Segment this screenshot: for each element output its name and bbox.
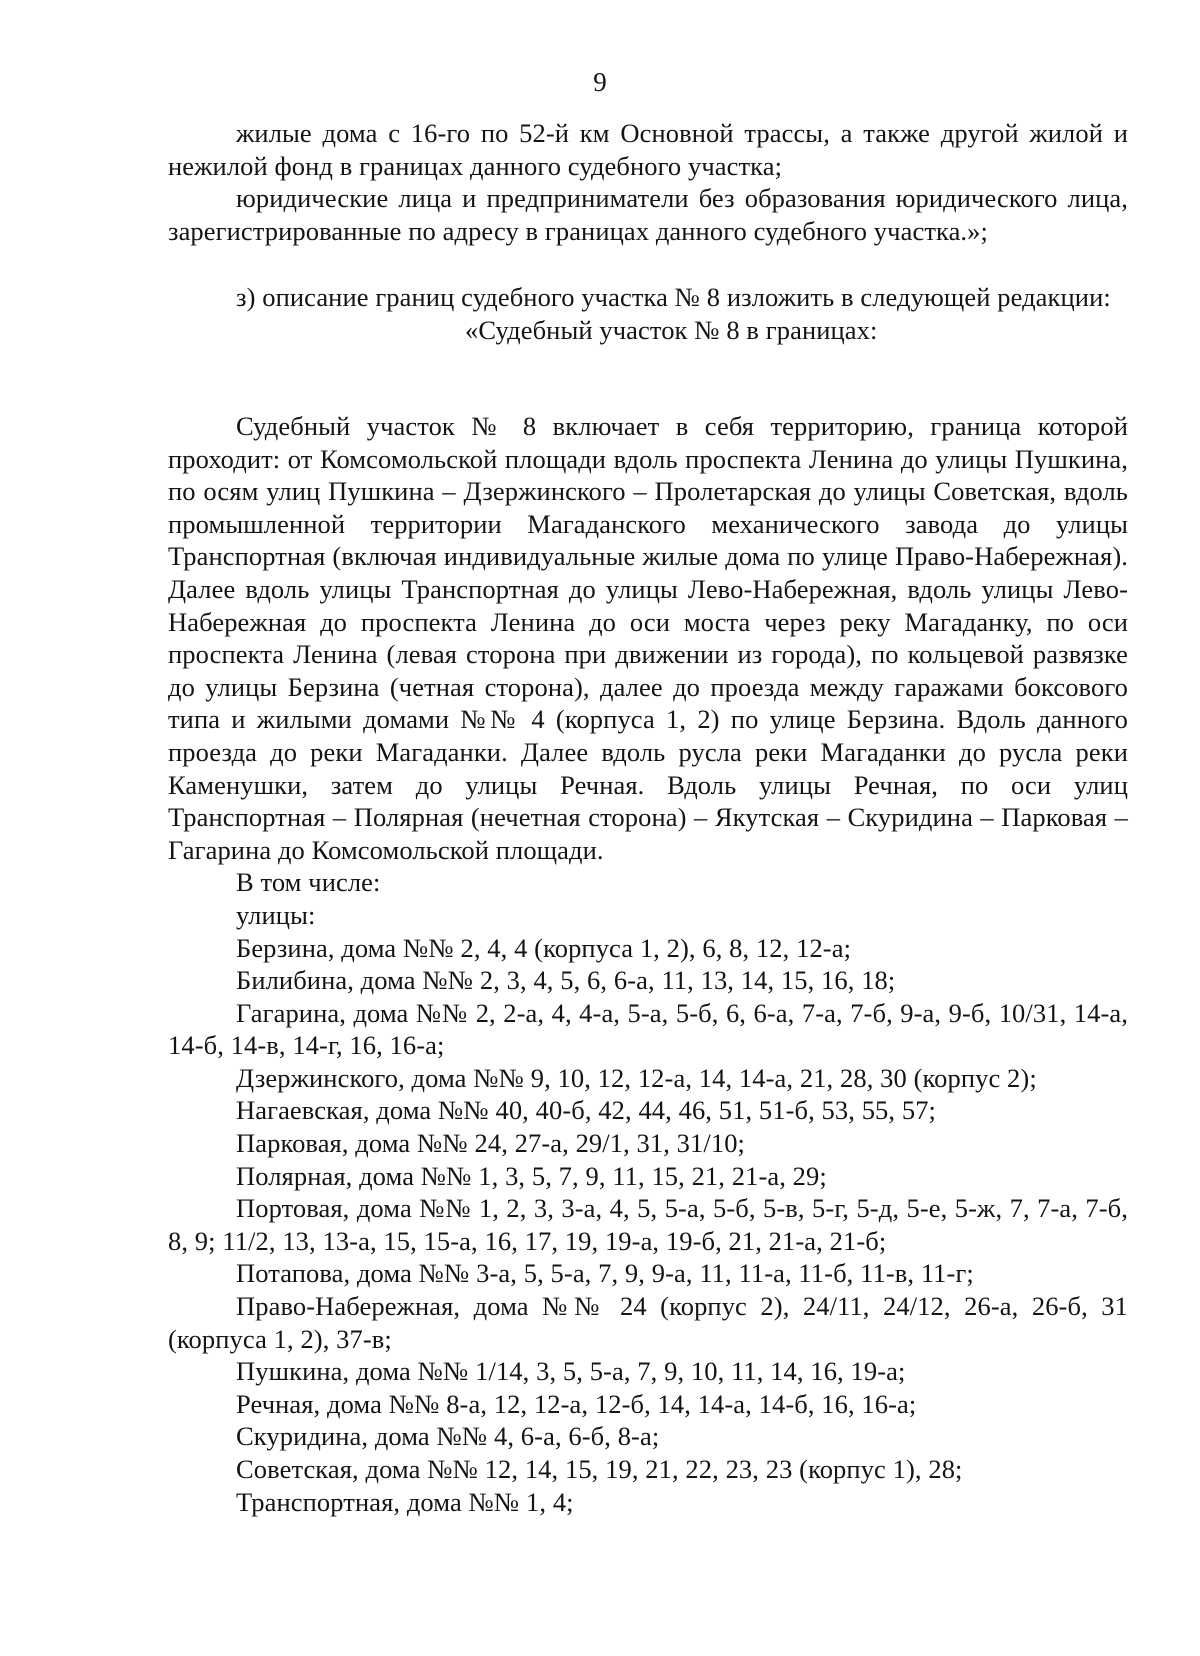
street-item-portovaya: Портовая, дома №№ 1, 2, 3, 3-а, 4, 5, 5-а, 5-б, 5-в, 5-г, 5-д, 5-е, 5-ж, 7, 7-а, 7-б, 8, 9; 11/2, 13, 13-а, 15, 15-а, 16, 17, 19, 19-а, 19-б, 21, 21-а, 21-б; [168, 1193, 1128, 1256]
street-item-transportnaya: Транспортная, дома №№ 1, 4; [236, 1486, 574, 1517]
street-item-berzina: Берзина, дома №№ 2, 4, 4 (корпуса 1, 2), 6, 8, 12, 12-а; [236, 932, 852, 963]
street-item-pravo-naberezhnaya: Право-Набережная, дома №№ 24 (корпус 2), 24/11, 24/12, 26-а, 26-б, 31 (корпуса 1, 2), 37-в; [168, 1291, 1128, 1354]
streets-label: улицы: [236, 899, 316, 930]
amendment-instruction: з) описание границ судебного участка № 8 изложить в следующей редакции: [236, 282, 1111, 312]
street-item-potapova: Потапова, дома №№ 3-а, 5, 5-а, 7, 9, 9-а, 11, 11-а, 11-б, 11-в, 11-г; [236, 1258, 974, 1289]
paragraph-legal-entities: юридические лица и предприниматели без образования юридического лица, зарегистрированные по адресу в границах данного судебного участка.»; [168, 183, 1128, 246]
street-item-gagarina: Гагарина, дома №№ 2, 2-а, 4, 4-а, 5-а, 5-б, 6, 6-а, 7-а, 7-б, 9-а, 9-б, 10/31, 14-а, 14-б, 14-в, 14-г, 16, 16-а; [168, 997, 1128, 1061]
page-number: 9 [593, 67, 607, 97]
street-item-pushkina: Пушкина, дома №№ 1/14, 3, 5, 5-а, 7, 9, 10, 11, 14, 16, 19-а; [236, 1356, 906, 1387]
street-item-bilibina: Билибина, дома №№ 2, 3, 4, 5, 6, 6-а, 11, 13, 14, 15, 16, 18; [236, 965, 896, 996]
street-item-polyarnaya: Полярная, дома №№ 1, 3, 5, 7, 9, 11, 15, 21, 21-а, 29; [236, 1160, 827, 1191]
including-label: В том числе: [236, 867, 381, 898]
street-item-skuridina: Скуридина, дома №№ 4, 6-а, 6-б, 8-а; [236, 1421, 660, 1452]
street-item-parkovaya: Парковая, дома №№ 24, 27-а, 29/1, 31, 31/10; [236, 1128, 746, 1159]
district-title: «Судебный участок № 8 в границах: [465, 314, 878, 345]
boundary-description: Судебный участок № 8 включает в себя территорию, граница которой проходит: от Комсомольской площади вдоль проспекта Ленина до улицы Пушкина, по осям улиц Пушкина – Дзержинского – Пролетарская до улицы Советская, вдоль промышленной территории Магаданского механического завода до улицы Транспортная (включая индивидуальные жилые дома по улице Право-Набережная). Далее вдоль улицы Транспортная до улицы Лево-Набережная, вдоль улицы Лево-Набережная до проспекта Ленина до оси моста через реку Магаданку, по оси проспекта Ленина (левая сторона при движении из города), по кольцевой развязке до улицы Берзина (четная сторона), далее до проезда между гаражами боксового типа и жилыми домами №№ 4 (корпуса 1, 2) по улице Берзина. Вдоль данного проезда до реки Магаданки. Далее вдоль русла реки Магаданки до русла реки Каменушки, затем до улицы Речная. Вдоль улицы Речная, по оси улиц Транспортная – Полярная (нечетная сторона) – Якутская – Скуридина – Парковая – Гагарина до Комсомольской площади. [168, 411, 1128, 865]
amendment-section [168, 281, 1128, 346]
preceding-section-tail [168, 117, 1128, 247]
street-item-rechnaya: Речная, дома №№ 8-а, 12, 12-а, 12-б, 14, 14-а, 14-б, 16, 16-а; [236, 1388, 917, 1419]
street-item-nagaevskaya: Нагаевская, дома №№ 40, 40-б, 42, 44, 46, 51, 51-б, 53, 55, 57; [236, 1095, 937, 1126]
street-item-dzerzhinskogo: Дзержинского, дома №№ 9, 10, 12, 12-а, 14, 14-а, 21, 28, 30 (корпус 2); [236, 1062, 1037, 1093]
street-item-sovetskaya: Советская, дома №№ 12, 14, 15, 19, 21, 22, 23, 23 (корпус 1), 28; [236, 1454, 963, 1484]
paragraph-residential-buildings: жилые дома с 16-го по 52-й км Основной трассы, а также другой жилой и нежилой фонд в границах данного судебного участка; [168, 118, 1128, 181]
district-description-section [168, 410, 1128, 1518]
